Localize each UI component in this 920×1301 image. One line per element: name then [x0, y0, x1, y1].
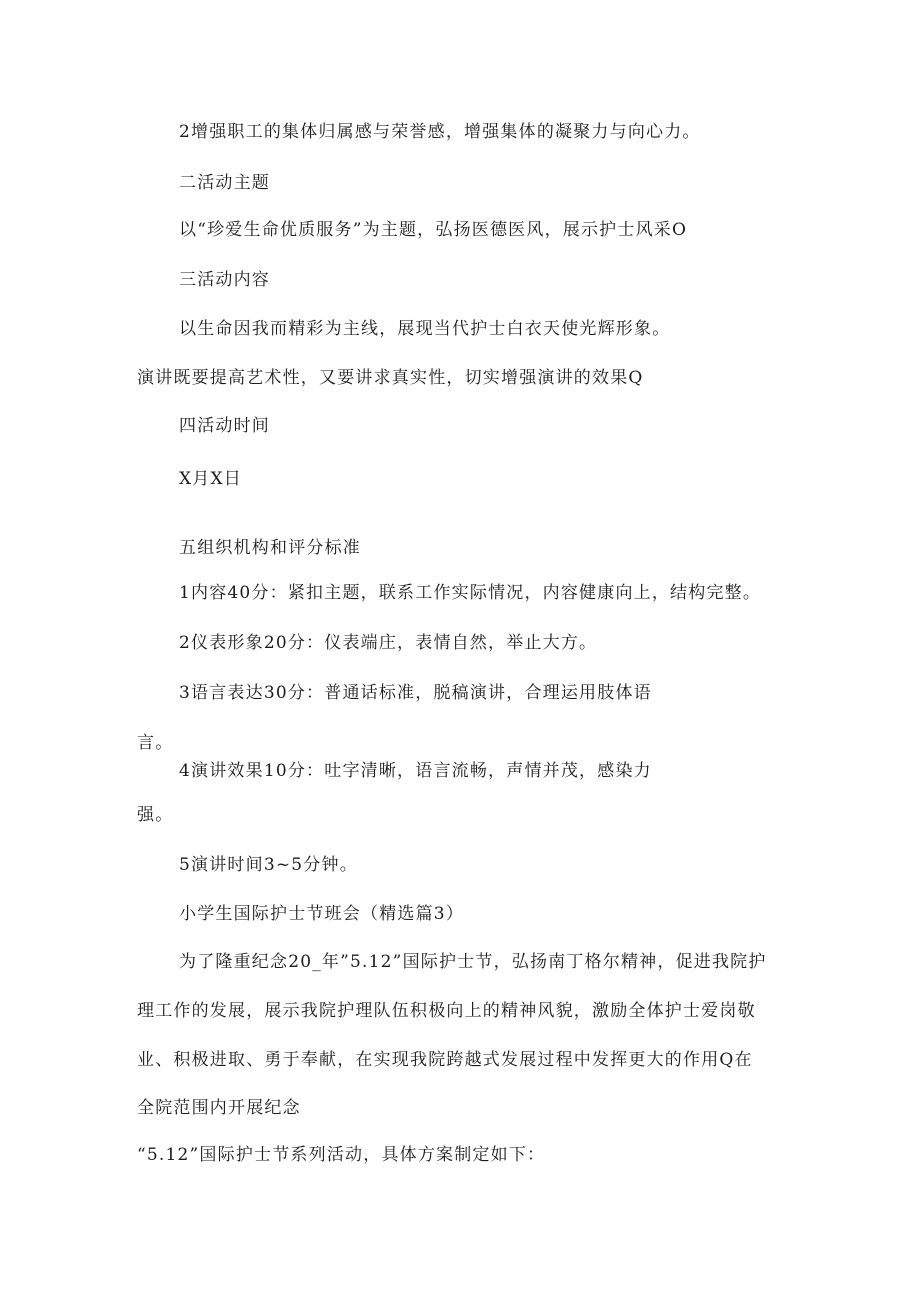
paragraph-intro-5: “5.12”国际护士节系列活动，具体方案制定如下： — [137, 1145, 546, 1165]
paragraph-theme: 以“珍爱生命优质服务”为主题，弘扬医德医风，展示护士风采O — [179, 220, 688, 240]
criterion-duration: 5演讲时间3~5分钟。 — [179, 855, 358, 875]
paragraph-goal-2: 2增强职工的集体归属感与荣誉感，增强集体的凝聚力与向心力。 — [179, 122, 701, 142]
criterion-appearance: 2仪表形象20分：仪表端庄，表情自然，举止大方。 — [179, 633, 598, 653]
section-title: 小学生国际护士节班会（精选篇3） — [179, 904, 465, 924]
paragraph-speech-effect: 演讲既要提高艺术性，又要讲求真实性，切实增强演讲的效果Q — [137, 368, 644, 388]
heading-activity-time: 四活动时间 — [179, 416, 270, 436]
criterion-language: 3语言表达30分：普通话标准，脱稿演讲，合理运用肢体语 — [179, 683, 652, 703]
criterion-content: 1内容40分：紧扣主题，联系工作实际情况，内容健康向上，结构完整。 — [179, 583, 762, 603]
heading-activity-theme: 二活动主题 — [179, 173, 270, 193]
paragraph-content: 以生命因我而精彩为主线，展现当代护士白衣天使光辉形象。 — [179, 319, 671, 339]
paragraph-intro-1: 为了隆重纪念20_年”5.12”国际护士节，弘扬南丁格尔精神，促进我院护 — [179, 952, 767, 972]
heading-organization: 五组织机构和评分标准 — [179, 538, 361, 558]
heading-activity-content: 三活动内容 — [179, 270, 270, 290]
paragraph-intro-2: 理工作的发展，展示我院护理队伍积极向上的精神风貌，激励全体护士爱岗敬 — [137, 1001, 756, 1021]
criterion-effect-cont: 强。 — [137, 805, 174, 825]
criterion-language-cont: 言。 — [137, 733, 174, 753]
paragraph-intro-4: 全院范围内开展纪念 — [137, 1098, 301, 1118]
paragraph-intro-3: 业、积极进取、勇于奉献，在实现我院跨越式发展过程中发挥更大的作用Q在 — [137, 1050, 753, 1070]
criterion-effect: 4演讲效果10分：吐字清晰，语言流畅，声情并茂，感染力 — [179, 761, 652, 781]
paragraph-date: X月X日 — [179, 469, 243, 489]
